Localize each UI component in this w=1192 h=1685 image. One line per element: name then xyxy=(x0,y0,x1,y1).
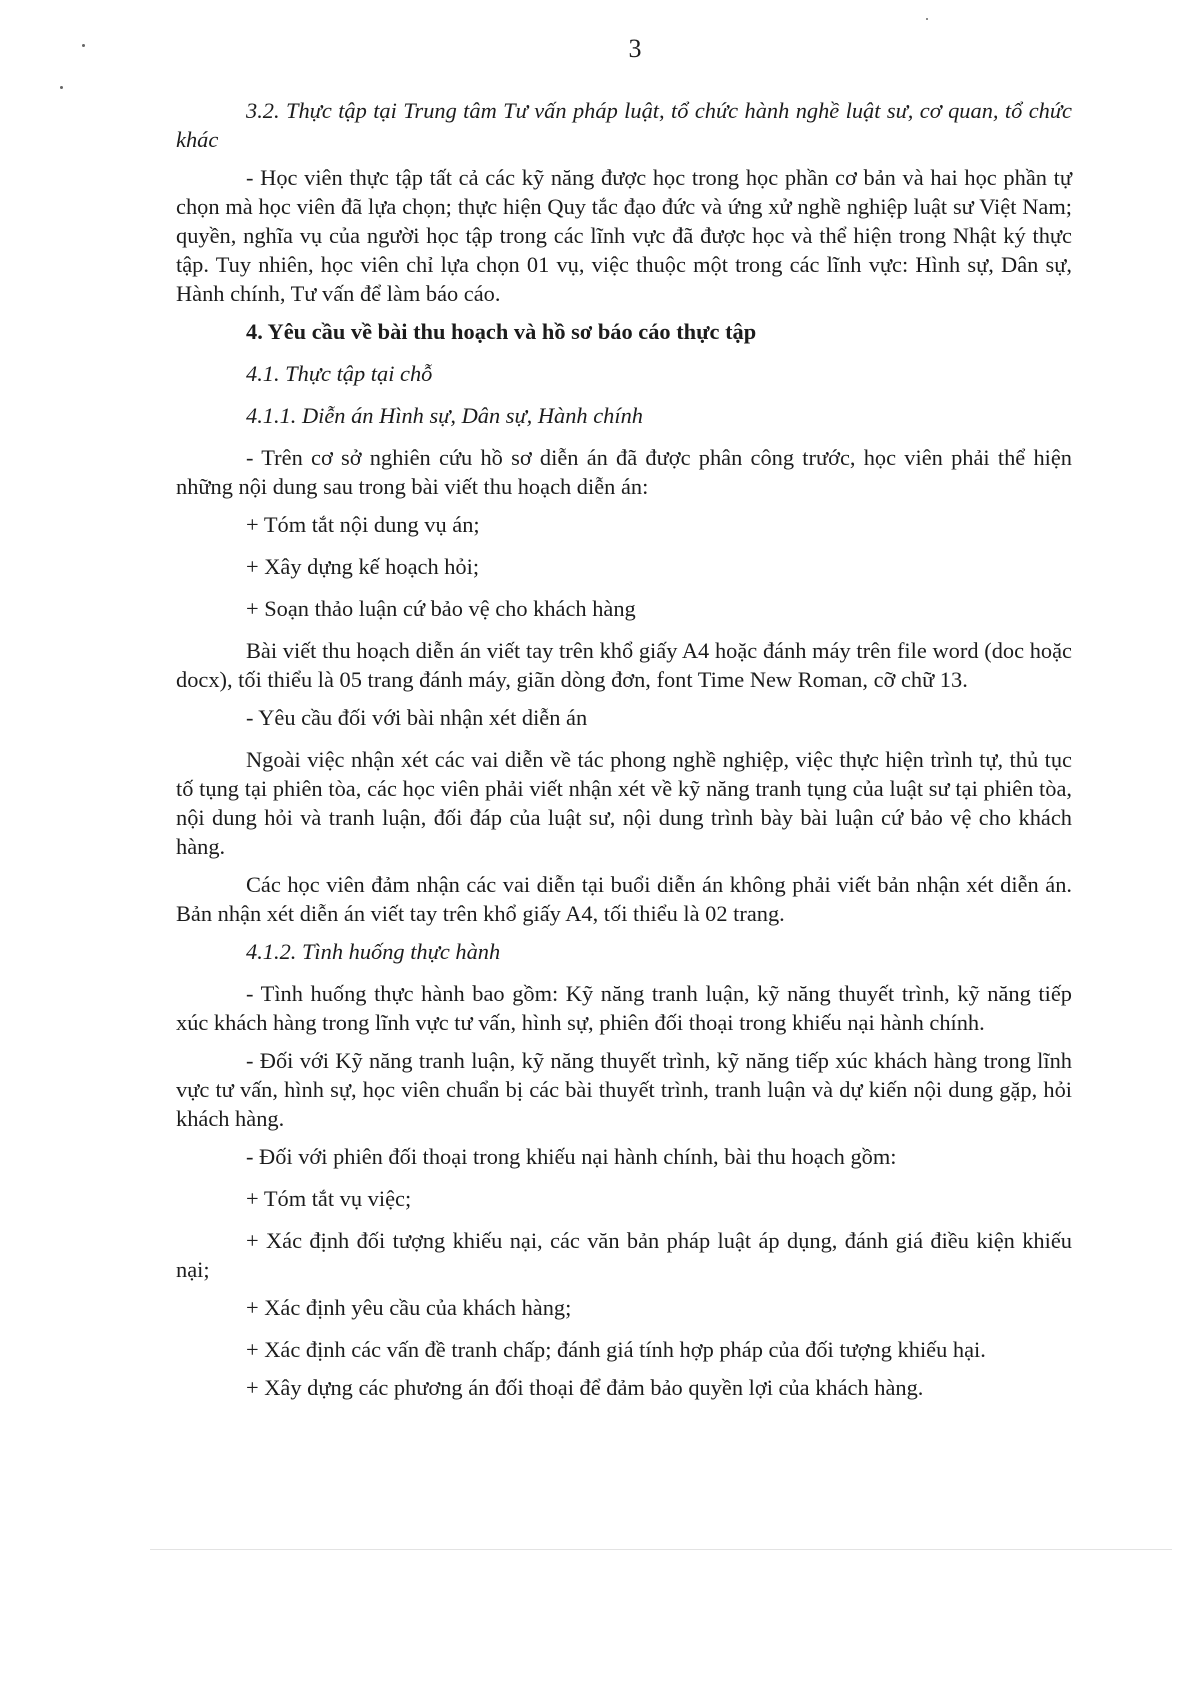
list-item: + Xác định yêu cầu của khách hàng; xyxy=(246,1295,572,1320)
section-heading-4-1: 4.1. Thực tập tại chỗ xyxy=(246,361,433,386)
list-item: + Soạn thảo luận cứ bảo vệ cho khách hàng xyxy=(246,596,636,621)
paragraph: Ngoài việc nhận xét các vai diễn về tác phong nghề nghiệp, việc thực hiện trình tự, thủ tục tố tụng tại phiên tòa, các học viên phải viết nhận xét về kỹ năng tranh tụng của luật sư tại phiên tòa, nội dung hỏi và tranh luận, đối đáp của luật sư, nội dung trình bày bài luận cứ bảo vệ cho khách hàng. xyxy=(176,747,1072,859)
list-item: + Xây dựng các phương án đối thoại để đảm bảo quyền lợi của khách hàng. xyxy=(246,1375,924,1400)
paragraph: - Trên cơ sở nghiên cứu hồ sơ diễn án đã được phân công trước, học viên phải thể hiện những nội dung sau trong bài viết thu hoạch diễn án: xyxy=(176,445,1072,499)
list-item: + Tóm tắt vụ việc; xyxy=(246,1186,412,1211)
paragraph: - Tình huống thực hành bao gồm: Kỹ năng tranh luận, kỹ năng thuyết trình, kỹ năng tiếp xúc khách hàng trong lĩnh vực tư vấn, hình sự, phiên đối thoại trong khiếu nại hành chính. xyxy=(176,981,1072,1035)
list-item: + Tóm tắt nội dung vụ án; xyxy=(246,512,480,537)
paragraph: - Đối với phiên đối thoại trong khiếu nại hành chính, bài thu hoạch gồm: xyxy=(246,1144,897,1169)
section-heading-4: 4. Yêu cầu về bài thu hoạch và hồ sơ báo cáo thực tập xyxy=(246,319,757,344)
section-heading-4-1-1: 4.1.1. Diễn án Hình sự, Dân sự, Hành chính xyxy=(246,403,643,428)
list-item: + Xây dựng kế hoạch hỏi; xyxy=(246,554,480,579)
paragraph: - Yêu cầu đối với bài nhận xét diễn án xyxy=(246,705,588,730)
scan-artifact-line xyxy=(150,1549,1172,1550)
section-heading-4-1-2: 4.1.2. Tình huống thực hành xyxy=(246,939,501,964)
scan-speck xyxy=(926,18,928,20)
document-body xyxy=(176,96,1072,1411)
list-item: + Xác định các vấn đề tranh chấp; đánh giá tính hợp pháp của đối tượng khiếu hại. xyxy=(246,1337,986,1362)
scan-speck xyxy=(60,86,63,89)
paragraph: - Học viên thực tập tất cả các kỹ năng được học trong học phần cơ bản và hai học phần tự chọn mà học viên đã lựa chọn; thực hiện Quy tắc đạo đức và ứng xử nghề nghiệp luật sư Việt Nam; quyền, nghĩa vụ của người học tập trong các lĩnh vực đã được học và thể hiện trong Nhật ký thực tập. Tuy nhiên, học viên chỉ lựa chọn 01 vụ, việc thuộc một trong các lĩnh vực: Hình sự, Dân sự, Hành chính, Tư vấn để làm báo cáo. xyxy=(176,165,1072,306)
page-number: 3 xyxy=(628,34,642,63)
paragraph: - Đối với Kỹ năng tranh luận, kỹ năng thuyết trình, kỹ năng tiếp xúc khách hàng trong lĩnh vực tư vấn, hình sự, học viên chuẩn bị các bài thuyết trình, tranh luận và dự kiến nội dung gặp, hỏi khách hàng. xyxy=(176,1048,1072,1131)
paragraph: Bài viết thu hoạch diễn án viết tay trên khổ giấy A4 hoặc đánh máy trên file word (doc hoặc docx), tối thiểu là 05 trang đánh máy, giãn dòng đơn, font Time New Roman, cỡ chữ 13. xyxy=(176,638,1072,692)
list-item: + Xác định đối tượng khiếu nại, các văn bản pháp luật áp dụng, đánh giá điều kiện khiếu nại; xyxy=(176,1228,1072,1282)
section-heading-3-2: 3.2. Thực tập tại Trung tâm Tư vấn pháp luật, tổ chức hành nghề luật sư, cơ quan, tổ chức khác xyxy=(176,98,1072,152)
paragraph: Các học viên đảm nhận các vai diễn tại buổi diễn án không phải viết bản nhận xét diễn án. Bản nhận xét diễn án viết tay trên khổ giấy A4, tối thiểu là 02 trang. xyxy=(176,872,1072,926)
